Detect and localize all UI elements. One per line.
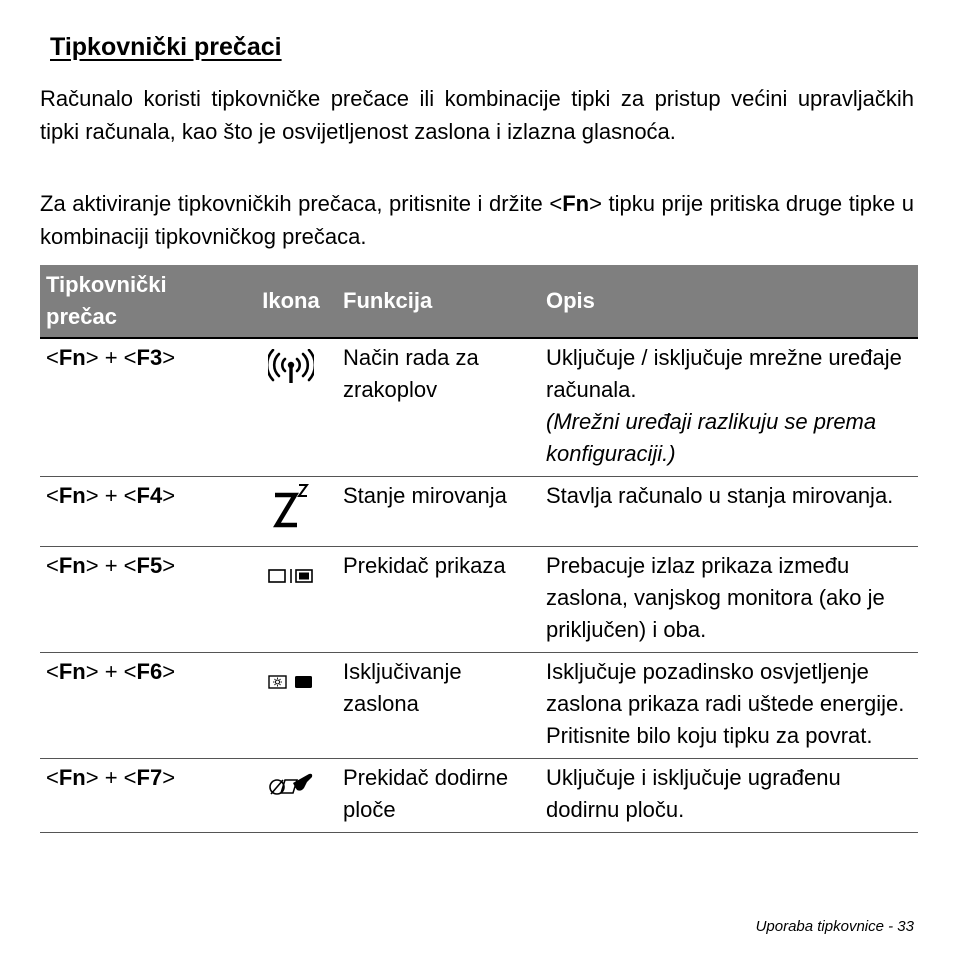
table-row	[40, 547, 918, 653]
function-cell: Isključivanje zaslona	[337, 653, 540, 759]
fn-key: Fn	[58, 483, 86, 508]
icon-cell	[245, 653, 337, 759]
f-key: F4	[136, 483, 163, 508]
header-icon: Ikona	[245, 265, 337, 338]
table-row	[40, 653, 918, 759]
description-cell	[540, 759, 918, 833]
activate-text-after: > tipku prije pritiska druge tipke u kombinaciji tipkovničkog prečaca.	[40, 191, 914, 249]
fn-key: Fn	[58, 659, 86, 684]
shortcut-cell: <Fn> + <F5>	[40, 547, 245, 653]
description-cell	[540, 547, 918, 653]
activate-key: Fn	[562, 191, 590, 216]
description-text: Prebacuje izlaz prikaza između zaslona, vanjskog monitora (ako je priključen) i oba.	[546, 553, 885, 642]
wireless-icon	[268, 349, 314, 385]
shortcut-cell: <Fn> + <F6>	[40, 653, 245, 759]
activate-text-before: Za aktiviranje tipkovničkih prečaca, pritisnite i držite <	[40, 191, 563, 216]
shortcut-cell: <Fn> + <F7>	[40, 759, 245, 833]
fn-key: Fn	[58, 345, 86, 370]
description-cell	[540, 338, 918, 477]
description-note: (Mrežni uređaji razlikuju se prema konfiguraciji.)	[546, 409, 877, 466]
table-row	[40, 338, 918, 477]
display-switch-icon	[268, 568, 314, 584]
shortcut-cell: <Fn> + <F4>	[40, 477, 245, 547]
description-cell	[540, 477, 918, 547]
table-row	[40, 759, 918, 833]
header-shortcut: Tipkovnički prečac	[40, 265, 245, 338]
shortcut-cell: <Fn> + <F3>	[40, 338, 245, 477]
description-text: Stavlja računalo u stanja mirovanja.	[546, 483, 894, 508]
table-header-row	[40, 265, 918, 338]
f-key: F7	[136, 765, 163, 790]
fn-key: Fn	[58, 553, 86, 578]
f-key: F6	[136, 659, 163, 684]
description-text: Uključuje i isključuje ugrađenu dodirnu ploču.	[546, 765, 841, 822]
intro-paragraph: Računalo koristi tipkovničke prečace ili kombinacije tipki za pristup većini upravljačkih tipki računala, kao što je osvijetljenost zaslona i izlazna glasnoća.	[40, 86, 914, 144]
header-function: Funkcija	[337, 265, 540, 338]
f-key: F5	[136, 553, 163, 578]
function-cell: Prekidač dodirne ploče	[337, 759, 540, 833]
header-description: Opis	[540, 265, 918, 338]
f-key: F3	[136, 345, 163, 370]
activate-paragraph	[40, 187, 914, 253]
sleep-icon	[269, 481, 313, 531]
function-cell: Prekidač prikaza	[337, 547, 540, 653]
shortcut-table	[40, 265, 918, 833]
page-title: Tipkovnički prečaci	[50, 33, 282, 61]
function-cell: Način rada za zrakoplov	[337, 338, 540, 477]
fn-key: Fn	[58, 765, 86, 790]
description-cell	[540, 653, 918, 759]
icon-cell	[245, 477, 337, 547]
page-footer: Uporaba tipkovnice - 33	[755, 918, 914, 935]
description-text: Uključuje / isključuje mrežne uređaje računala.	[546, 345, 902, 402]
touchpad-toggle-icon	[267, 771, 315, 797]
function-cell: Stanje mirovanja	[337, 477, 540, 547]
table-row	[40, 477, 918, 547]
icon-cell	[245, 338, 337, 477]
display-off-icon	[268, 674, 314, 690]
description-text: Isključuje pozadinsko osvjetljenje zaslona prikaza radi uštede energije. Pritisnite bilo koju tipku za povrat.	[546, 659, 905, 748]
icon-cell	[245, 759, 337, 833]
icon-cell	[245, 547, 337, 653]
